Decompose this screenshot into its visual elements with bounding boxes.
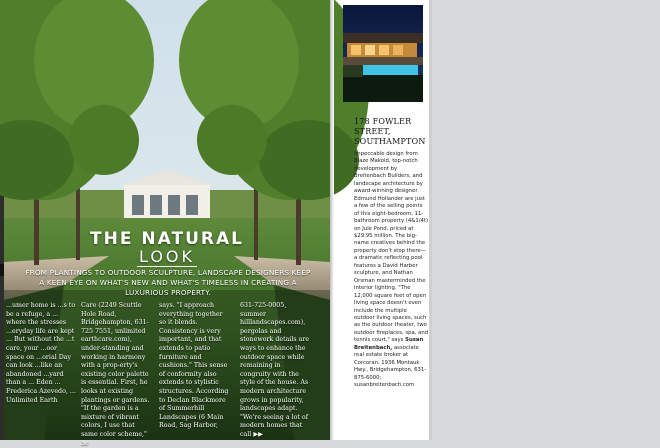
background-area <box>432 0 660 440</box>
property-description <box>354 151 429 390</box>
article-column-4-text <box>240 302 310 440</box>
article-column-4-body: 631-725-0005, summer hilllandscapes.com), pergolas and stonework details are ways to enhance the outdoor space while remaining in congruity with the style of the house. As modern architecture grows in popularity, landscapes adapt. "We're seeing a lot of modern homes that call <box>240 302 310 438</box>
feature-title-word: LOOK <box>138 247 196 266</box>
agent-info: associate real estate broker at Corcoran. 1936 Montauk Hwy., Bridgehampton, 631-875-6000; susanbreitenbach.com <box>354 344 427 389</box>
article-column-2-text: Care (2249 Scuttle Hole Road, Bridgehampton, 631-725 7551, unlimited earthcare.com), under-standing and working in harmony with a prop-erty's existing color palette is essential. First, he looks at existing plantings or gardens. "If the garden is a mixture of vibrant colors, I use that same color scheme," he <box>81 302 150 447</box>
property-description-body: Impeccable design from Blaze Makoid, top-notch development by Breitenbach Builders, and landscape architecture by award-winning designer Edmund Hollander are just a few of the selling points of this eight-bedroom, 11-bathroom property (4&1/4t) on Jule Pond, priced at $29.95 million. The big-name creatives behind the property don't stop there—a dramatic reflecting pool features a David Harber sculpture, and Nathan Orsman masterminded the interior lighting. "The 12,000 square feet of open living space doesn't even include the multiple outdoor living spaces, such as the outdoor theater, two outdoor fireplaces, spa, and tennis court," says <box>354 151 429 344</box>
article-column-1-text: ...umer home is ...s to be a refuge, a ... where the stresses ...eryday life are kept ... But without the ...t care, your ...oor space on ...orial Day can look ...like an abandoned ...yard than a ... Eden ... Frederica Azevedo, ... Unlimited Earth <box>6 302 76 404</box>
article-column-3 <box>159 302 229 436</box>
continued-arrow-icon: ▶▶ <box>253 430 264 438</box>
agent-name: Susan Breitenbach, <box>354 337 424 351</box>
property-photo <box>343 5 423 102</box>
property-address: 178 FOWLER STREET, SOUTHAMPTON <box>354 117 426 146</box>
feature-title-line-1: THE NATURAL <box>90 229 244 249</box>
article-column-1 <box>6 302 76 436</box>
article-column-4 <box>240 302 310 436</box>
article-column-2 <box>81 302 151 447</box>
page-gutter <box>330 0 334 440</box>
property-description-text <box>354 151 429 390</box>
feature-deck: FROM PLANTINGS TO OUTDOOR SCULPTURE, LANDSCAPE DESIGNERS KEEP A KEEN EYE ON WHAT'S NEW AND WHAT'S TIMELESS IN CREATING A LUXURIOUS PROPERTY. <box>25 268 311 297</box>
modern-house-night-illustration <box>343 5 423 102</box>
article-column-3-text: says. "I approach everything together so it blends. Consistency is very important, and that extends to patio furniture and cushions." This sense of conformity also extends to stylistic structures. According to Declan Blackmore of Summerhill Landscapes (6 Main Road, Sag Harbor, <box>159 302 229 430</box>
feature-title-line-2 <box>4 247 330 266</box>
hero-photo <box>4 0 330 447</box>
